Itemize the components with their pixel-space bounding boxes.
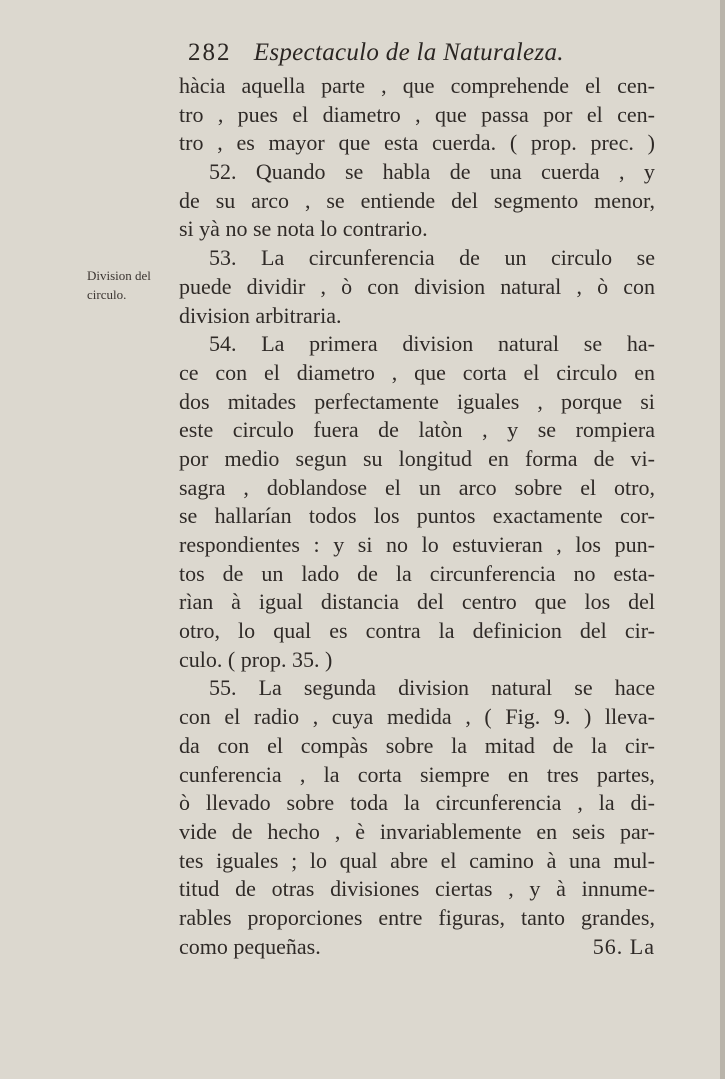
margin-note <box>87 266 151 304</box>
text-line: con el radio , cuya medida , ( Fig. 9. ) lleva- <box>179 704 655 730</box>
text-line: respondientes : y si no lo estuvieran , los pun- <box>179 532 655 557</box>
text-line: de su arco , se entiende del segmento menor, <box>179 187 655 213</box>
text-line: como pequeñas. <box>179 933 321 959</box>
text-line: ce con el diametro , que corta el circulo en <box>179 359 655 385</box>
text-line: dos mitades perfectamente iguales , porque si <box>179 388 655 414</box>
body-text <box>179 72 655 961</box>
text-line: titud de otras divisiones ciertas , y à innume- <box>179 876 655 902</box>
running-header <box>188 38 564 68</box>
text-line: vide de hecho , è invariablemente en seis par- <box>179 818 655 844</box>
text-line: tro , es mayor que esta cuerda. ( prop. prec. ) <box>179 130 655 156</box>
text-line: se hallarían todos los puntos exactamente cor- <box>179 503 655 529</box>
text-line: por medio segun su longitud en forma de vi- <box>179 445 655 471</box>
text-line: este circulo fuera de latòn , y se rompiera <box>179 417 655 443</box>
text-line: rables proporciones entre figuras, tanto grandes, <box>179 904 655 930</box>
page-edge <box>720 0 725 1079</box>
text-line: tro , pues el diametro , que passa por el cen- <box>179 101 655 127</box>
margin-note-line: Division del <box>87 268 151 283</box>
running-title: Espectaculo de la Naturaleza. <box>253 39 564 66</box>
final-line <box>179 933 655 962</box>
text-line: ò llevado sobre toda la circunferencia , la di- <box>179 790 655 816</box>
text-line: tos de un lado de la circunferencia no esta- <box>179 560 655 586</box>
text-line: sagra , doblandose el un arco sobre el otro, <box>179 474 655 500</box>
text-line: 55. La segunda division natural se hace <box>209 675 655 701</box>
text-line: 53. La circunferencia de un circulo se <box>209 245 655 271</box>
text-line: rìan à igual distancia del centro que los del <box>179 589 655 615</box>
text-line: otro, lo qual es contra la definicion del cir- <box>179 618 655 644</box>
text-line: hàcia aquella parte , que comprehende el cen- <box>179 73 655 98</box>
page-number: 282 <box>188 39 232 66</box>
text-line: culo. ( prop. 35. ) <box>179 646 333 672</box>
text-line: da con el compàs sobre la mitad de la cir- <box>179 732 655 758</box>
text-line: division arbitraria. <box>179 302 342 328</box>
text-line: cunferencia , la corta siempre en tres partes, <box>179 761 655 787</box>
catchword: 56. La <box>592 933 655 959</box>
margin-note-line: circulo. <box>87 287 127 302</box>
text-line: 52. Quando se habla de una cuerda , y <box>209 159 655 185</box>
text-line: puede dividir , ò con division natural , ò con <box>179 273 655 299</box>
text-line: tes iguales ; lo qual abre el camino à una mul- <box>179 847 655 873</box>
text-line: 54. La primera division natural se ha- <box>209 331 655 357</box>
text-line: si yà no se nota lo contrario. <box>179 216 428 242</box>
